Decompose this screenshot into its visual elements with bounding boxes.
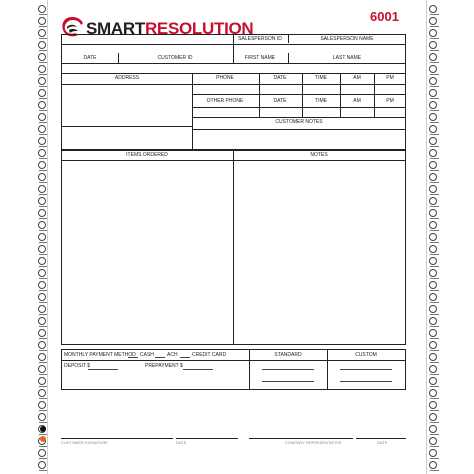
tractor-hole-icon [429, 185, 437, 193]
tractor-tick [430, 290, 439, 291]
label-time-other: TIME [315, 98, 327, 104]
tractor-tick [430, 386, 439, 387]
tractor-hole-icon [38, 269, 46, 277]
tractor-tick [430, 158, 439, 159]
brand-name-dark: SMART [86, 19, 145, 38]
tractor-tick [430, 458, 439, 459]
tractor-tick [430, 74, 439, 75]
tractor-hole-icon [429, 317, 437, 325]
label-prepayment: PREPAYMENT $ [145, 363, 183, 369]
label-cash: CASH [140, 352, 154, 358]
orange-marker-dot [40, 436, 46, 442]
tractor-hole-icon [429, 209, 437, 217]
tractor-hole-icon [38, 209, 46, 217]
tractor-tick [430, 338, 439, 339]
tractor-tick [430, 302, 439, 303]
label-date: DATE [83, 55, 97, 61]
tractor-hole-icon [429, 269, 437, 277]
label-company-representative: COMPANY REPRESENTATIVE [285, 440, 342, 445]
tractor-hole-icon [38, 29, 46, 37]
tractor-tick [430, 50, 439, 51]
tractor-tick [430, 218, 439, 219]
tractor-hole-icon [38, 161, 46, 169]
tractor-hole-icon [429, 425, 437, 433]
tractor-hole-icon [38, 185, 46, 193]
tractor-hole-icon [429, 281, 437, 289]
tractor-hole-icon [38, 353, 46, 361]
tractor-hole-icon [429, 53, 437, 61]
tractor-tick [430, 14, 439, 15]
tractor-hole-icon [38, 89, 46, 97]
tractor-hole-icon [429, 461, 437, 469]
tractor-tick [430, 170, 439, 171]
tractor-hole-icon [38, 293, 46, 301]
label-am: AM [353, 75, 361, 81]
tractor-hole-icon [38, 17, 46, 25]
label-standard: STANDARD [274, 352, 302, 358]
tractor-hole-icon [429, 101, 437, 109]
tractor-hole-icon [38, 281, 46, 289]
tractor-hole-icon [429, 65, 437, 73]
tractor-hole-icon [429, 257, 437, 265]
tractor-hole-icon [38, 149, 46, 157]
tractor-tick [430, 398, 439, 399]
tractor-tick [430, 266, 439, 267]
tractor-tick [430, 314, 439, 315]
tractor-hole-icon [38, 197, 46, 205]
tractor-hole-icon [429, 365, 437, 373]
tractor-tick [430, 146, 439, 147]
tractor-hole-icon [38, 221, 46, 229]
form-number: 6001 [370, 9, 399, 24]
tractor-hole-icon [38, 233, 46, 241]
tractor-hole-icon [429, 233, 437, 241]
tractor-hole-icon [38, 245, 46, 253]
tractor-hole-icon [38, 341, 46, 349]
tractor-hole-icon [38, 257, 46, 265]
tractor-tick [430, 86, 439, 87]
label-pm: PM [386, 75, 394, 81]
tractor-tick [430, 374, 439, 375]
tractor-tick [430, 410, 439, 411]
tractor-hole-icon [38, 305, 46, 313]
tractor-tick [430, 446, 439, 447]
tractor-hole-icon [429, 353, 437, 361]
label-customer-notes: CUSTOMER NOTES [275, 119, 323, 125]
tractor-tick [430, 278, 439, 279]
tractor-hole-icon [429, 137, 437, 145]
tractor-hole-icon [429, 437, 437, 445]
label-rep-date: DATE [377, 440, 388, 445]
tractor-hole-icon [38, 329, 46, 337]
tractor-hole-icon [429, 29, 437, 37]
label-customer-id: CUSTOMER ID [157, 55, 193, 61]
tractor-hole-icon [429, 377, 437, 385]
tractor-tick [430, 422, 439, 423]
tractor-hole-icon [38, 317, 46, 325]
label-last-name: LAST NAME [332, 55, 362, 61]
tractor-tick [430, 242, 439, 243]
tractor-hole-icon [429, 305, 437, 313]
label-credit-card: CREDIT CARD [192, 352, 227, 358]
black-marker-dot [40, 426, 46, 432]
tractor-hole-icon [429, 89, 437, 97]
tractor-hole-icon [38, 137, 46, 145]
label-items-ordered: ITEMS ORDERED [126, 152, 168, 158]
label-address: ADDRESS [114, 75, 140, 81]
label-other-phone: OTHER PHONE [206, 98, 244, 104]
tractor-hole-icon [38, 389, 46, 397]
tractor-hole-icon [429, 113, 437, 121]
label-salesperson-id: SALESPERSON ID [238, 36, 282, 42]
tractor-hole-icon [38, 173, 46, 181]
tractor-hole-icon [429, 293, 437, 301]
tractor-hole-icon [429, 161, 437, 169]
tractor-hole-icon [38, 365, 46, 373]
tractor-hole-icon [429, 245, 437, 253]
tractor-tick [430, 62, 439, 63]
tractor-tick [430, 470, 439, 471]
tractor-hole-icon [429, 5, 437, 13]
tractor-tick [430, 110, 439, 111]
tractor-hole-icon [429, 341, 437, 349]
tractor-tick [430, 194, 439, 195]
tractor-tick [430, 362, 439, 363]
label-date-other-phone: DATE [273, 98, 287, 104]
tractor-hole-icon [429, 197, 437, 205]
tractor-hole-icon [429, 149, 437, 157]
brand-name-red: RESOLUTION [144, 19, 254, 38]
tractor-hole-icon [38, 413, 46, 421]
tractor-hole-icon [429, 401, 437, 409]
tractor-hole-icon [429, 173, 437, 181]
items-notes-area [61, 150, 406, 345]
label-custom: CUSTOM [355, 352, 377, 358]
tractor-hole-icon [38, 65, 46, 73]
tractor-hole-icon [38, 101, 46, 109]
tractor-hole-icon [38, 449, 46, 457]
tractor-hole-icon [429, 125, 437, 133]
label-monthly-payment-method: MONTHLY PAYMENT METHOD [64, 352, 136, 358]
tractor-hole-icon [38, 77, 46, 85]
tractor-hole-icon [38, 401, 46, 409]
tractor-tick [430, 134, 439, 135]
tractor-tick [430, 182, 439, 183]
tractor-hole-icon [38, 5, 46, 13]
label-ach: ACH [167, 352, 178, 358]
tractor-hole-icon [429, 329, 437, 337]
tractor-hole-icon [429, 41, 437, 49]
tractor-tick [430, 434, 439, 435]
tractor-hole-icon [38, 377, 46, 385]
tractor-tick [430, 98, 439, 99]
tractor-tick [430, 326, 439, 327]
tractor-hole-icon [429, 389, 437, 397]
label-phone: PHONE [216, 75, 234, 81]
right-tractor-strip [427, 0, 441, 474]
tractor-tick [430, 254, 439, 255]
tractor-hole-icon [38, 41, 46, 49]
tractor-hole-icon [429, 449, 437, 457]
tractor-tick [430, 230, 439, 231]
label-am-other: AM [353, 98, 361, 104]
label-first-name: FIRST NAME [244, 55, 276, 61]
label-customer-signature: CUSTOMER SIGNATURE [61, 440, 108, 445]
tractor-tick [430, 350, 439, 351]
tractor-tick [430, 206, 439, 207]
label-deposit: DEPOSIT $ [64, 363, 91, 369]
tractor-hole-icon [429, 221, 437, 229]
tractor-hole-icon [38, 461, 46, 469]
tractor-hole-icon [429, 17, 437, 25]
tractor-tick [430, 38, 439, 39]
tractor-hole-icon [38, 53, 46, 61]
label-time: TIME [315, 75, 327, 81]
label-pm-other: PM [386, 98, 394, 104]
label-signature-date: DATE [176, 440, 187, 445]
tractor-hole-icon [38, 113, 46, 121]
label-notes: NOTES [310, 152, 328, 158]
tractor-tick [430, 26, 439, 27]
label-salesperson-name: SALESPERSON NAME [320, 36, 374, 42]
tractor-hole-icon [429, 77, 437, 85]
tractor-hole-icon [38, 125, 46, 133]
tractor-tick [430, 122, 439, 123]
tractor-hole-icon [429, 413, 437, 421]
label-date-phone: DATE [273, 75, 287, 81]
